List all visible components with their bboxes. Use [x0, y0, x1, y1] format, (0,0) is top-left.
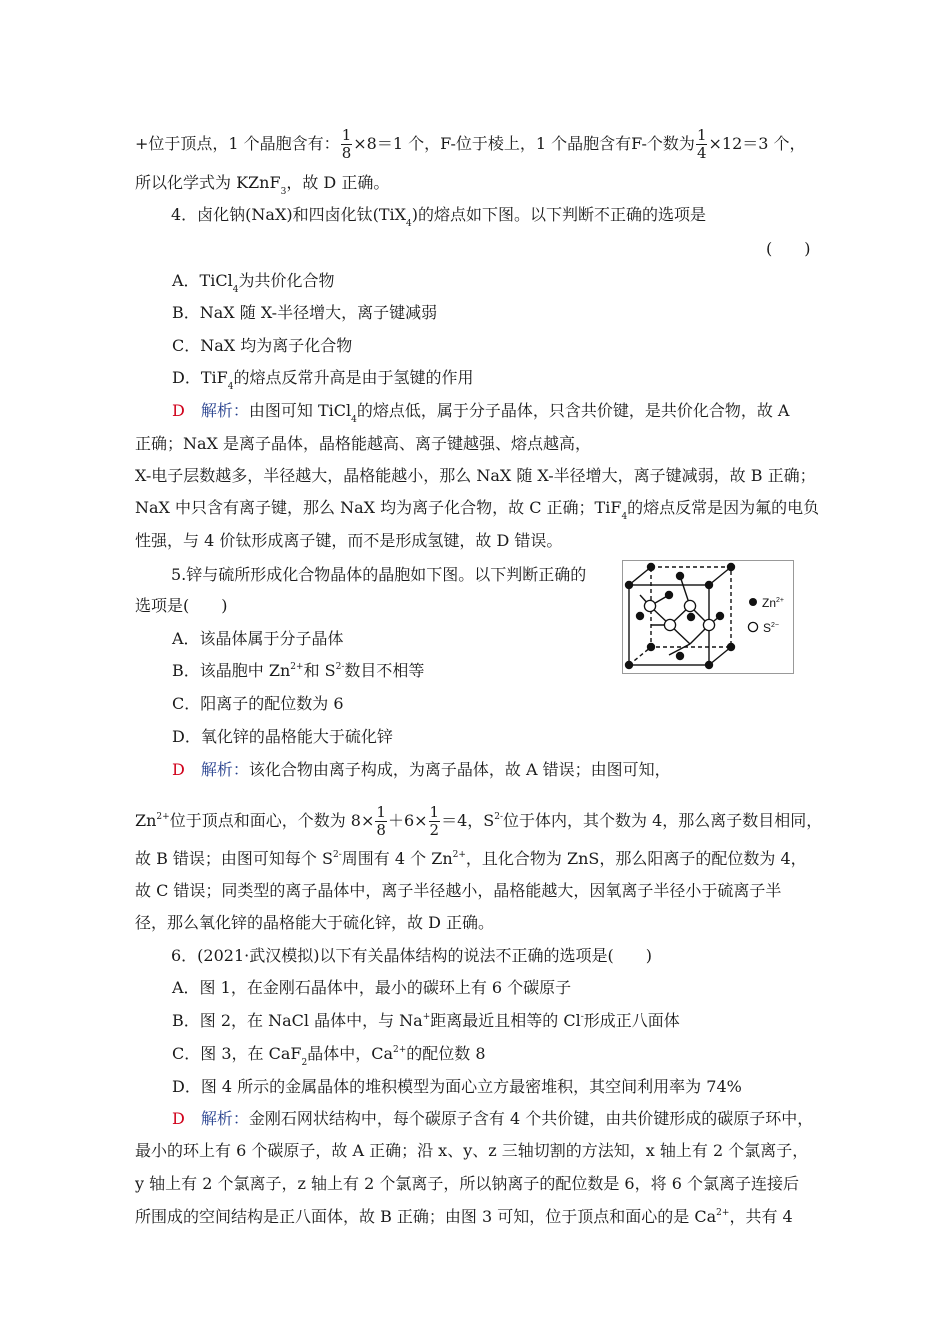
q6-option-a: A．图 1，在金刚石晶体中，最小的碳环上有 6 个碳原子 [172, 978, 572, 997]
s-legend-label: $S^{2-}$ [763, 621, 779, 635]
q6-explanation-2: 最小的环上有 6 个碳原子，故 A 正确；沿 x、y、z 三轴切割的方法知，x 轴上有 2 个氯离子， [135, 1141, 809, 1160]
q4-answer-bracket: ( ) [766, 239, 811, 258]
q4-stem: 4．卤化钠(NaX)和四卤化钛(TiX$_4$)的熔点如下图。以下判断不正确的选项是 [171, 205, 707, 229]
q6-stem: 6．(2021·武汉模拟)以下有关晶体结构的说法不正确的选项是( ) [171, 946, 652, 965]
q6-option-d: D．图 4 所示的金属晶体的堆积模型为面心立方最密堆积，其空间利用率为 74% [172, 1077, 742, 1096]
q4-jiexi-label: 解析： [200, 401, 249, 420]
q5-option-b: B．该晶胞中 $Zn^{2+}$和 $S^{2-}$数目不相等 [172, 661, 425, 680]
q5-option-d: D．氧化锌的晶格能大于硫化锌 [172, 727, 393, 746]
q5-stem-1: 5.锌与硫所形成化合物晶体的晶胞如下图。以下判断正确的 [171, 565, 587, 584]
q5-answer: D [172, 760, 185, 779]
q5-stem-2: 选项是( ) [135, 596, 228, 615]
q5-jiexi-label: 解析： [200, 760, 249, 779]
q5-option-a: A．该晶体属于分子晶体 [172, 629, 344, 648]
s-legend-dot [748, 622, 757, 631]
zns-unit-cell-figure [622, 560, 794, 674]
q6-option-b: B．图 2，在 NaCl 晶体中，与 Na+距离最近且相等的 Cl-形成正八面体 [172, 1011, 680, 1030]
q6-explanation-4: 所围成的空间结构是正八面体，故 B 正确；由图 3 可知，位于顶点和面心的是 $Ca^{2+}$，共有 4 [135, 1207, 793, 1226]
fraction-1-2: $\frac{1}{2}$ [429, 803, 440, 839]
q5-explanation-2: $Zn^{2+}$位于顶点和面心，个数为 8× $\frac{1}{8}$ ＋6× $\frac{1}{2}$ ＝4，$S^{2-}$位于体内，其个数为 4，那么离子数目相同， [135, 803, 823, 839]
q4-answer: D [172, 401, 185, 420]
q6-jiexi-label: 解析： [200, 1109, 249, 1128]
q3-line-1: +位于顶点，1 个晶胞含有： $\frac{1}{8}$ ×8＝1 个，F-位于棱上，1 个晶胞含有F-个数为 $\frac{1}{4}$ ×12＝3 个， [135, 126, 806, 162]
fraction-1-4: $\frac{1}{4}$ [696, 126, 707, 162]
fraction-1-8: $\frac{1}{8}$ [376, 803, 386, 839]
q4-explanation-4: NaX 中只含有离子键，那么 NaX 均为离子化合物，故 C 正确；TiF$_4$的熔点反常是因为氟的电负 [135, 498, 820, 522]
zn-legend-dot [749, 598, 757, 606]
fraction-1-8: $\frac{1}{8}$ [341, 126, 352, 162]
q4-explanation-2: 正确；NaX 是离子晶体，晶格能越高、离子键越强、熔点越高， [135, 434, 592, 453]
q4-explanation-5: 性强，与 4 价钛形成离子键，而不是形成氢键，故 D 错误。 [135, 531, 563, 550]
q4-option-d: D．TiF$_4$的熔点反常升高是由于氢键的作用 [172, 368, 474, 392]
q6-explanation-1: D 解析：金刚石网状结构中，每个碳原子含有 4 个共价键，由共价键形成的碳原子环中， [172, 1109, 814, 1128]
q4-option-b: B．NaX 随 X-半径增大，离子键减弱 [172, 303, 438, 322]
zns-unit-cell-drawing [623, 561, 793, 673]
q5-option-c: C．阳离子的配位数为 6 [172, 694, 344, 713]
q4-explanation-3: X-电子层数越多，半径越大，晶格能越小，那么 NaX 随 X-半径增大，离子键减弱，故 B 正确； [135, 466, 816, 485]
q4-explanation-1: D 解析：由图可知 TiCl$_4$的熔点低，属于分子晶体，只含共价键，是共价化合物，故 A [172, 401, 790, 425]
q5-explanation-5: 径，那么氧化锌的晶格能大于硫化锌，故 D 正确。 [135, 913, 495, 932]
q5-explanation-4: 故 C 错误；同类型的离子晶体中，离子半径越小，晶格能越大，因氧离子半径小于硫离子半 [135, 881, 782, 900]
q6-answer: D [172, 1109, 185, 1128]
q5-explanation-1: D 解析：该化合物由离子构成，为离子晶体，故 A 错误；由图可知， [172, 760, 671, 779]
q4-option-a: A．TiCl$_4$为共价化合物 [172, 271, 335, 295]
q6-explanation-3: y 轴上有 2 个氯离子，z 轴上有 2 个氯离子，所以钠离子的配位数是 6，将 6 个氯离子连接后 [135, 1174, 799, 1193]
q6-option-c: C．图 3，在 CaF$_2$晶体中，$Ca^{2+}$的配位数 8 [172, 1044, 486, 1068]
q5-explanation-3: 故 B 错误；由图可知每个 $S^{2-}$周围有 4 个 $Zn^{2+}$，且化合物为 ZnS，那么阳离子的配位数为 4， [135, 849, 807, 868]
zn-legend-label: $Zn^{2+}$ [762, 596, 784, 610]
q3-line-2: 所以化学式为 KZnF$_3$，故 D 正确。 [135, 173, 390, 197]
q4-option-c: C．NaX 均为离子化合物 [172, 336, 353, 355]
